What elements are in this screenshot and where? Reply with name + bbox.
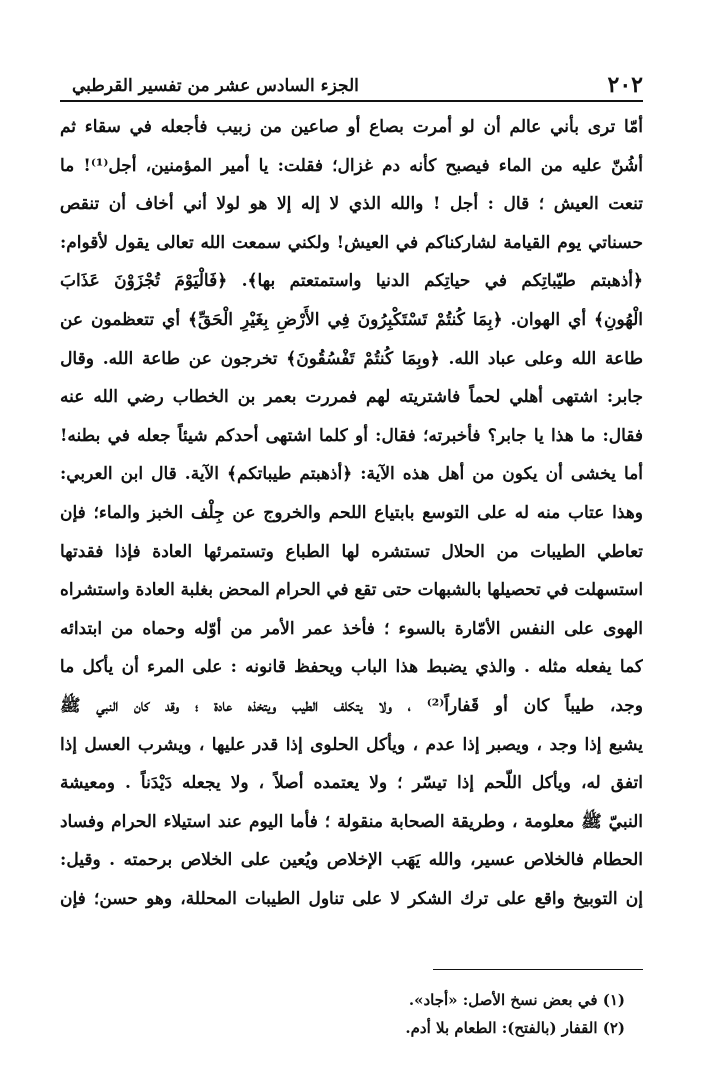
footnote-2: (٢) القفار (بالفتح): الطعام بلا أدم. [405,1019,625,1037]
footnotes [60,986,625,1042]
footnote-1: (١) في بعض نسخ الأصل: «أجاد». [408,991,625,1009]
running-title: الجزء السادس عشر من تفسير القرطبي [72,76,359,96]
header-divider [60,100,643,102]
text-line: وهذا عتاب منه له على التوسع بابتياع اللحم والخروج عن جِلْف الخبز والماء؛ فإن [60,502,643,523]
text-line: الحطام فالخلاص عسير، والله يَهَب الإخلاص ويُعين على الخلاص برحمته . وقيل: [60,850,643,871]
text-line: استسهلت في تحصيلها بالشبهات حتى تقع في الحرام المحض بغلبة العادة واستشراه [60,580,643,601]
text-line: تنعت العيش ؛ قال : أجل ! والله الذي لا إله إلا هو لولا أني أخاف أن تنقص [60,194,643,215]
text-line: أشُنّ عليه من الماء فيصبح كأنه دم غزال؛ فقلت: يا أمير المؤمنين، أجل⁽¹⁾! ما [60,155,643,176]
text-line: يشبع إذا وجد ، ويصبر إذا عدم ، ويأكل الحلوى إذا قدر عليها ، ويشرب العسل إذا [60,734,643,755]
text-line: اتفق له، ويأكل اللّحم إذا تيسّر ؛ ولا يعتمده أصلاً ، ولا يجعله دَيْدَناً . ومعيشة [60,773,643,794]
text-line: أمّا ترى بأني عالم أن لو أمرت بصاع أو صاعين من زبيب فأجعله في سقاء ثم [60,117,643,137]
page-number: ٢٠٢ [607,72,643,98]
text-line: جابر: اشتهى أهلي لحماً فاشتريته لهم فمررت بعمر بن الخطاب رضي الله عنه [60,387,643,408]
text-line: حسناتي يوم القيامة لشاركناكم في العيش! ولكني سمعت الله تعالى يقول لأقوام: [60,232,643,253]
text-line: كما يفعله مثله . والذي يضبط هذا الباب ويحفظ قانونه : على المرء أن يأكل ما [60,657,643,678]
text-line: الهوى على النفس الأمّارة بالسوء ؛ فأخذ عمر الأمر من أوّله وحماه من ابتدائه [60,618,643,639]
text-line: وجد، طيباً كان أو قَفاراً⁽²⁾ ، ولا يتكلف الطيب ويتخذه عادة ؛ وقد كان النبي ﷺ [60,695,643,716]
text-line: أما يخشى أن يكون من أهل هذه الآية: ﴿أذهبتم طيباتكم﴾ الآية. قال ابن العربي: [60,464,643,485]
body-text [60,108,643,918]
text-line: إن التوبيخ واقع على ترك الشكر لا على تناول الطيبات المحللة، وهو حسن؛ فإن [60,888,643,909]
text-line: طاعة الله وعلى عباد الله. ﴿وبِمَا كُنتُمْ تَفْسُقُونَ﴾ تخرجون عن طاعة الله. وقال [60,348,643,369]
text-line: ﴿أذهبتم طيّباتِكم في حياتِكم الدنيا واستمتعتم بها﴾. ﴿فَالْيَوْمَ تُجْزَوْنَ عَذَابَ [60,271,643,292]
footnote-divider [433,969,643,970]
text-line: تعاطي الطيبات من الحلال تستشره لها الطباع وتستمرئها العادة فإذا فقدتها [60,541,643,562]
text-line: النبيّ ﷺ معلومة ، وطريقة الصحابة منقولة ؛ فأما اليوم عند استيلاء الحرام وفساد [60,811,643,832]
page-header [60,68,643,98]
text-line: الْهُونِ﴾ أي الهوان. ﴿بِمَا كُنتُمْ تَسْتَكْبِرُونَ فِي الأَرْضِ بِغَيْرِ الْحَقِّ﴾ أي تتعظمون عن [60,309,643,330]
text-line: فقال: ما هذا يا جابر؟ فأخبرته؛ فقال: أو كلما اشتهى أحدكم شيئاً جعله في بطنه! [60,425,643,446]
